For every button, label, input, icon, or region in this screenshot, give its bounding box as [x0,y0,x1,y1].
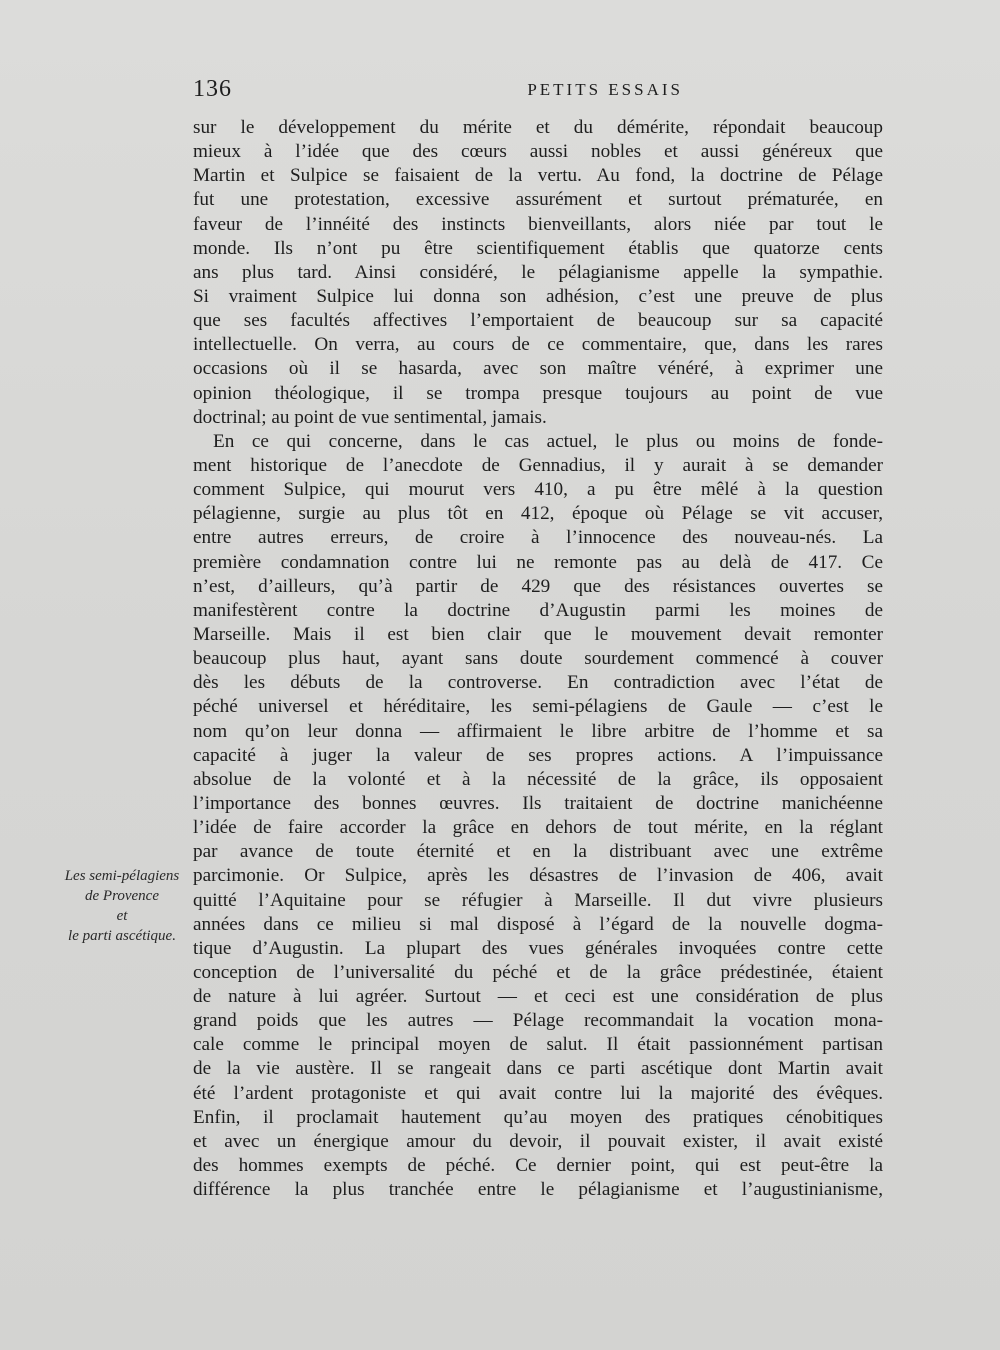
text-line: entre autres erreurs, de croire à l’innocence des nouveau-nés. La [193,527,883,549]
text-line: manifestèrent contre la doctrine d’Augustin parmi les moines de [193,599,883,621]
body-text [193,116,883,1202]
text-line: que ses facultés affectives l’emportaient de beaucoup sur sa capacité [193,310,883,332]
text-line: de la vie austère. Il se rangeait dans ce parti ascétique dont Martin avait [193,1058,883,1080]
text-line: des hommes exempts de péché. Ce dernier point, qui est peut-être la [193,1155,883,1177]
text-line: n’est, d’ailleurs, qu’à partir de 429 que des résistances ouvertes se [193,575,883,597]
text-line: différence la plus tranchée entre le pélagianisme et l’augustinianisme, [193,1179,883,1201]
text-line: tique d’Augustin. La plupart des vues générales invoquées contre cette [193,937,883,959]
text-line: péché universel et héréditaire, les semi-pélagiens de Gaule — c’est le [193,696,883,718]
text-line: opinion théologique, il se trompa presque toujours au point de vue [193,382,883,404]
text-line: première condamnation contre lui ne remonte pas au delà de 417. Ce [193,551,883,573]
text-line: conception de l’universalité du péché et de la grâce prédestinée, étaient [193,961,883,983]
page-number: 136 [193,76,232,102]
text-line: l’idée de faire accorder la grâce en dehors de tout mérite, en la réglant [193,817,883,839]
text-line: absolue de la volonté et à la nécessité de la grâce, ils opposaient [193,768,883,790]
text-line: Enfin, il proclamait hautement qu’au moyen des pratiques cénobitiques [193,1106,883,1128]
text-line: Si vraiment Sulpice lui donna son adhésion, c’est une preuve de plus [193,285,883,307]
text-line: capacité à juger la valeur de ses propres actions. A l’impuissance [193,744,883,766]
text-line: l’importance des bonnes œuvres. Ils traitaient de doctrine manichéenne [193,792,883,814]
text-line: comment Sulpice, qui mourut vers 410, a pu être mêlé à la question [193,479,883,501]
text-line: parcimonie. Or Sulpice, après les désastres de l’invasion de 406, avait [193,865,883,887]
text-line: pélagienne, surgie au plus tôt en 412, époque où Pélage se vit accuser, [193,503,883,525]
margin-note-line: de Provence [85,888,159,904]
text-line: et avec un énergique amour du devoir, il pouvait exister, il avait existé [193,1130,883,1152]
text-line: fut une protestation, excessive assurément et surtout prématurée, en [193,189,883,211]
margin-note [52,866,192,946]
text-line: intellectuelle. On verra, au cours de ce commentaire, que, dans les rares [193,334,883,356]
text-line: faveur de l’innéité des instincts bienveillants, alors niée par tout le [193,213,883,235]
text-line: occasions où il se hasarda, avec son maître vénéré, à exprimer une [193,358,883,380]
text-line: Marseille. Mais il est bien clair que le mouvement devait remonter [193,623,883,645]
text-line: ans plus tard. Ainsi considéré, le pélagianisme appelle la sympathie. [193,261,883,283]
text-line: quitté l’Aquitaine pour se réfugier à Marseille. Il dut vivre plusieurs [193,889,883,911]
margin-note-line: le parti ascétique. [68,928,176,944]
text-line: années dans ce milieu si mal disposé à l’égard de la nouvelle dogma- [193,913,883,935]
margin-note-line: Les semi-pélagiens [64,868,180,884]
text-line: Martin et Sulpice se faisaient de la vertu. Au fond, la doctrine de Pélage [193,165,883,187]
text-line: été l’ardent protagoniste et qui avait contre lui la majorité des évêques. [193,1082,883,1104]
text-line: beaucoup plus haut, ayant sans doute sourdement commencé à couver [193,648,883,670]
text-line: monde. Ils n’ont pu être scientifiquement établis que quatorze cents [193,237,883,259]
text-line: ment historique de l’anecdote de Gennadius, il y aurait à se demander [193,454,883,476]
text-line: mieux à l’idée que des cœurs aussi nobles et aussi généreux que [193,141,883,163]
margin-note-line: et [116,908,128,924]
text-line: cale comme le principal moyen de salut. Il était passionnément partisan [193,1034,883,1056]
running-head [193,76,883,106]
running-title: PETITS ESSAIS [527,80,683,99]
text-line: dès les débuts de la controverse. En contradiction avec l’état de [193,672,883,694]
text-line: grand poids que les autres — Pélage recommandait la vocation mona- [193,1010,883,1032]
text-line: nom qu’on leur donna — affirmaient le libre arbitre de l’homme et sa [193,720,883,742]
text-line: sur le développement du mérite et du démérite, répondait beaucoup [193,117,883,138]
text-line: par avance de toute éternité et en la distribuant avec une extrême [193,841,883,863]
text-line: doctrinal; au point de vue sentimental, jamais. [193,406,547,428]
text-line: de nature à lui agréer. Surtout — et ceci est une considération de plus [193,986,883,1008]
text-line: En ce qui concerne, dans le cas actuel, le plus ou moins de fonde- [213,430,883,452]
